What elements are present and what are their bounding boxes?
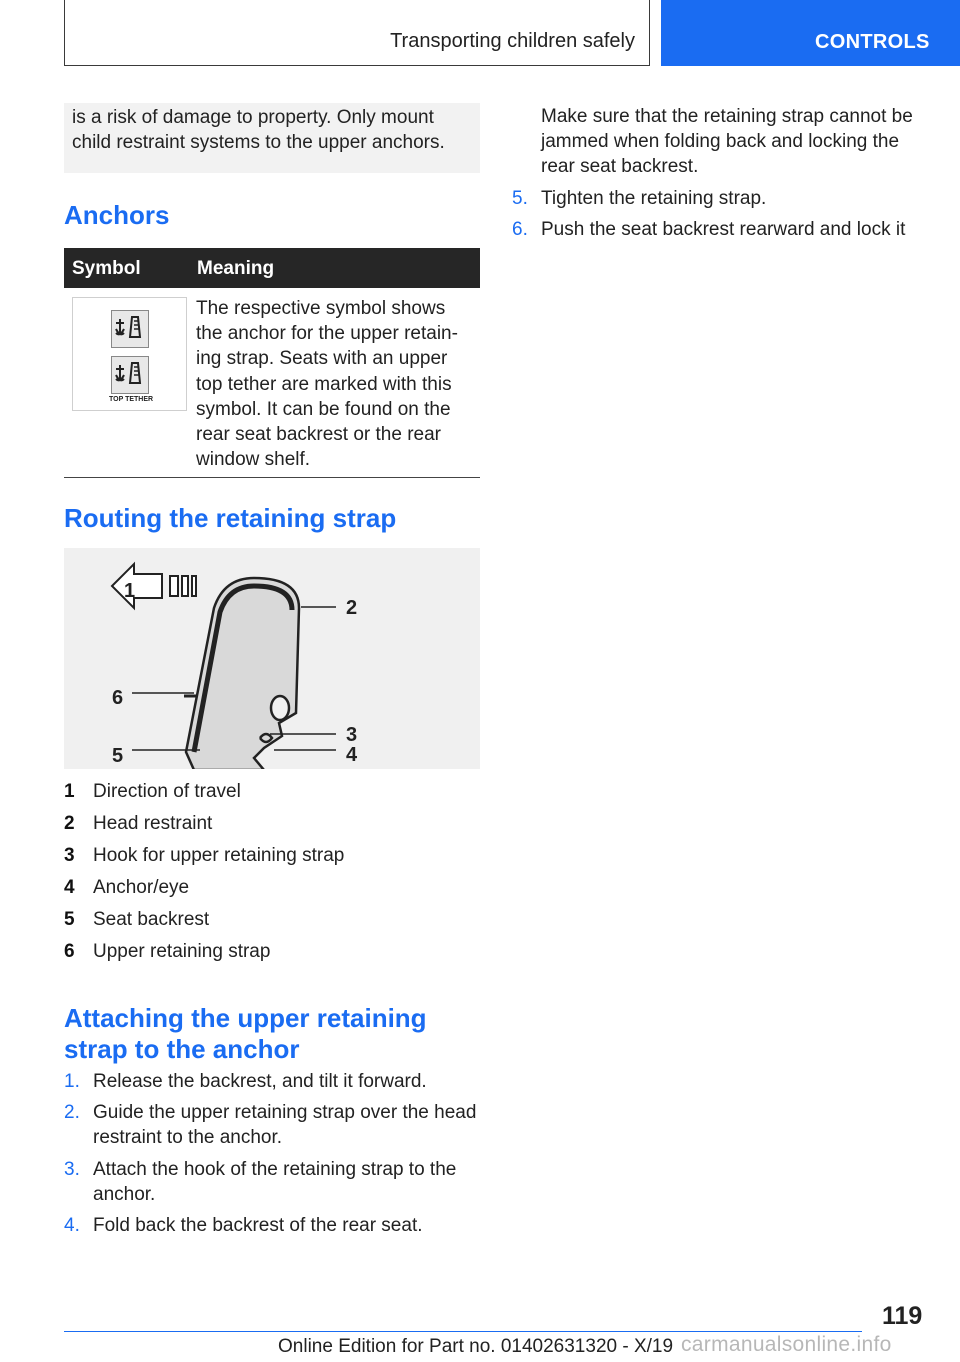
watermark: carmanualsonline.info	[681, 1333, 892, 1356]
warning-box	[64, 103, 480, 173]
col-meaning-header: Meaning	[197, 258, 275, 279]
step-continuation-text: Make sure that the retaining strap cannot be jammed when folding back and locking the rear seat backrest.	[541, 106, 913, 178]
legend-item: 1 Direction of travel	[64, 781, 241, 802]
direction-arrow-icon	[112, 564, 162, 608]
header-chapter-box	[64, 0, 650, 66]
seat-backrest-shape	[186, 578, 299, 769]
step-item: 2. Guide the upper retaining strap over the head restraint to the anchor.	[64, 1102, 477, 1149]
anchor-seat-icon	[111, 356, 149, 394]
step-item: 6. Push the seat backrest rearward and lock it	[512, 219, 906, 241]
table-divider	[64, 477, 480, 478]
warning-text: is a risk of damage to property. Only mount child restraint systems to the upper anchors.	[72, 107, 445, 153]
anchor-seat-icon	[111, 310, 149, 348]
footer-divider	[64, 1331, 862, 1332]
legend-item: 5 Seat backrest	[64, 909, 210, 930]
routing-heading: Routing the retaining strap	[64, 503, 397, 533]
figure-label-5: 5	[112, 745, 124, 767]
figure-label-3: 3	[346, 724, 358, 746]
legend-item: 3 Hook for upper retaining strap	[64, 845, 345, 866]
retaining-strap-figure	[64, 548, 480, 769]
col-symbol-header: Symbol	[72, 258, 141, 279]
attaching-steps-continued	[512, 186, 932, 242]
figure-label-4: 4	[346, 744, 358, 766]
figure-label-2: 2	[346, 597, 358, 619]
figure-label-1: 1	[124, 580, 136, 602]
edition-text: Online Edition for Part no. 01402631320 - X/19	[278, 1336, 674, 1357]
legend-item: 6 Upper retaining strap	[64, 941, 271, 962]
top-tether-symbol	[72, 297, 187, 411]
top-tether-caption: TOP TETHER	[109, 396, 154, 403]
section-title: CONTROLS	[815, 31, 930, 53]
anchors-meaning-text: The respective symbol shows the anchor for the upper retain- ing strap. Seats with an upper top tether are marked with this symbol. It can be found on the rear seat backrest or the rear window shelf.	[196, 298, 458, 471]
attaching-heading: Attaching the upper retaining strap to the anchor	[64, 1003, 427, 1064]
anchors-table-header	[64, 248, 480, 288]
step-item: 3. Attach the hook of the retaining strap to the anchor.	[64, 1158, 457, 1205]
step-item: 5. Tighten the retaining strap.	[512, 188, 767, 209]
step-item: 4. Fold back the backrest of the rear seat.	[64, 1215, 423, 1237]
chapter-title: Transporting children safely	[390, 30, 635, 52]
attaching-steps	[64, 1069, 480, 1238]
page-number: 119	[882, 1302, 923, 1330]
figure-label-6: 6	[112, 687, 124, 709]
step-item: 1. Release the backrest, and tilt it forward.	[64, 1071, 427, 1092]
legend-item: 4 Anchor/eye	[64, 877, 190, 898]
anchors-heading: Anchors	[64, 200, 170, 230]
figure-legend	[64, 781, 480, 973]
legend-item: 2 Head restraint	[64, 813, 213, 834]
header-section-tab[interactable]	[661, 0, 960, 66]
